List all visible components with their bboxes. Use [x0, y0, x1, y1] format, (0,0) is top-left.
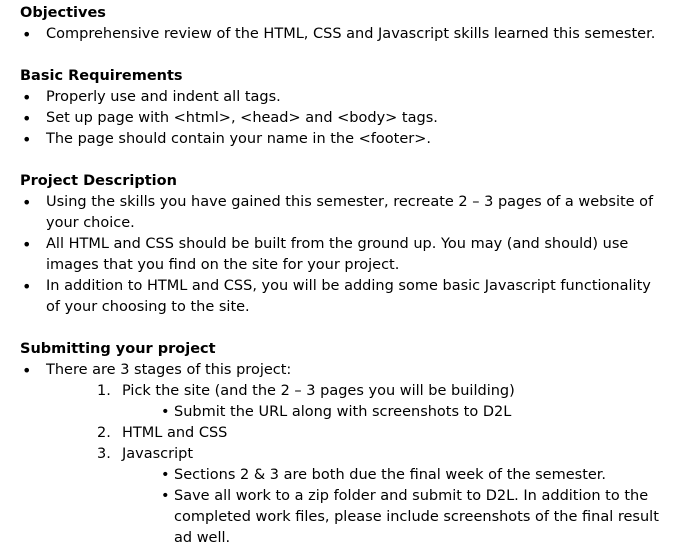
project-description-heading: Project Description [20, 173, 177, 189]
stage-label: Javascript [122, 446, 194, 462]
project-description-item: • All HTML and CSS should be built from the ground up. You may (and should) use images that you find on the site for your project. [20, 234, 660, 276]
stage-label: HTML and CSS [122, 425, 228, 441]
stage-subitem: • Save all work to a zip folder and submit to D2L. In addition to the completed work files, please include screenshots of the final result ad well. [20, 486, 660, 549]
stage-subitem: • Sections 2 & 3 are both due the final week of the semester. [20, 465, 660, 486]
basic-requirements-section [20, 66, 660, 150]
objectives-item: • Comprehensive review of the HTML, CSS and Javascript skills learned this semester. [20, 24, 660, 45]
stage-item-1 [20, 381, 660, 402]
stage-item-3-subs [20, 465, 660, 549]
basic-requirements-heading: Basic Requirements [20, 68, 183, 84]
project-description-list [20, 192, 660, 318]
basic-requirements-list [20, 87, 660, 150]
submitting-section [20, 339, 660, 549]
assignment-document [20, 3, 660, 549]
stage-label: Pick the site (and the 2 – 3 pages you will be building) [122, 383, 515, 399]
stage-subitem: • Submit the URL along with screenshots to D2L [20, 402, 660, 423]
basic-requirements-item: • Set up page with <html>, <head> and <body> tags. [20, 108, 660, 129]
project-description-section [20, 171, 660, 318]
submitting-heading: Submitting your project [20, 341, 216, 357]
project-description-item: • In addition to HTML and CSS, you will be adding some basic Javascript functionality of your choosing to the site. [20, 276, 660, 318]
objectives-list [20, 24, 660, 45]
stages-list [20, 381, 660, 549]
stage-item-2 [20, 423, 660, 444]
stage-number: 3. [97, 446, 111, 462]
submitting-intro: • There are 3 stages of this project: [20, 360, 660, 381]
objectives-section [20, 3, 660, 45]
stage-number: 2. [97, 425, 111, 441]
stage-number: 1. [97, 383, 111, 399]
project-description-item: • Using the skills you have gained this semester, recreate 2 – 3 pages of a website of your choice. [20, 192, 660, 234]
stage-sublist [20, 465, 660, 549]
basic-requirements-item: • Properly use and indent all tags. [20, 87, 660, 108]
basic-requirements-item: • The page should contain your name in the <footer>. [20, 129, 660, 150]
submitting-list [20, 360, 660, 381]
stage-item-3 [20, 444, 660, 465]
stage-sublist [20, 402, 660, 423]
stage-item-1-subs [20, 402, 660, 423]
objectives-heading: Objectives [20, 5, 106, 21]
